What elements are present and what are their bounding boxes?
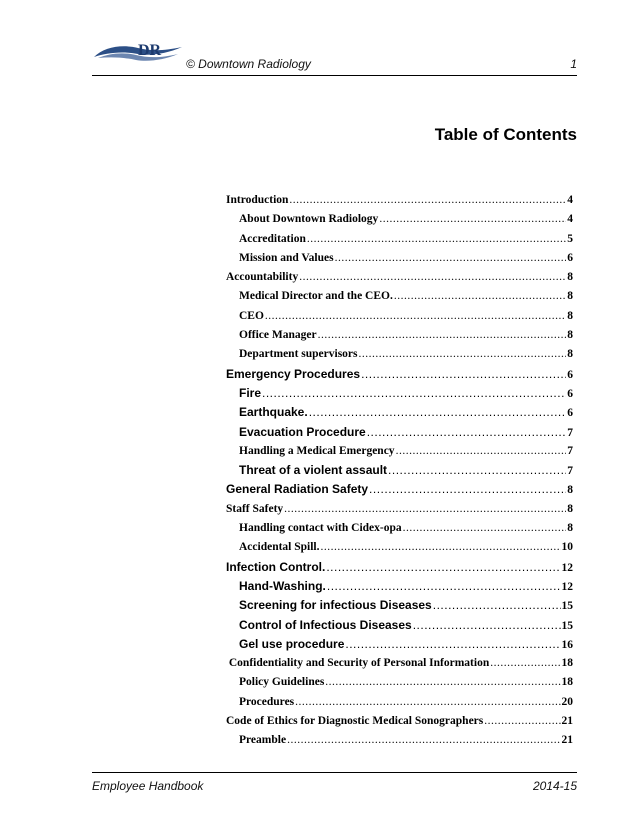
toc-entry-page: 20 (561, 695, 573, 708)
toc-entry[interactable] (226, 635, 573, 654)
toc-dot-leader (325, 673, 560, 692)
toc-entry[interactable] (226, 480, 573, 499)
toc-dot-leader (262, 384, 566, 403)
page-title: Table of Contents (434, 125, 577, 144)
company-logo (92, 38, 184, 70)
toc-entry-label: Gel use procedure (239, 636, 345, 651)
toc-entry-page: 10 (561, 541, 573, 554)
toc-entry-page: 8 (567, 329, 573, 342)
toc-entry-label: About Downtown Radiology (239, 213, 379, 226)
toc-dot-leader (295, 693, 560, 712)
toc-entry-label: Staff Safety (226, 502, 284, 515)
toc-dot-leader (484, 712, 560, 731)
toc-entry[interactable] (226, 673, 573, 692)
toc-entry[interactable] (226, 577, 573, 596)
toc-dot-leader (289, 191, 566, 210)
toc-entry-page: 4 (567, 213, 573, 226)
toc-entry[interactable] (226, 365, 573, 384)
toc-dot-leader (299, 268, 566, 287)
toc-entry-label: CEO (239, 309, 264, 322)
footer-right: 2014-15 (532, 779, 577, 793)
toc-entry-page: 16 (561, 638, 573, 651)
toc-entry-label: Code of Ethics for Diagnostic Medical Sonographers (226, 715, 484, 728)
toc-entry-label: Department supervisors (239, 348, 358, 361)
toc-entry-page: 6 (567, 368, 573, 381)
toc-entry-label: Earthquake. (239, 405, 308, 420)
toc-entry-page: 21 (561, 734, 573, 747)
toc-entry-page: 8 (567, 502, 573, 515)
toc-entry[interactable] (226, 403, 573, 422)
header-company: © Downtown Radiology (186, 57, 311, 71)
toc-entry-page: 8 (567, 484, 573, 497)
toc-entry-page: 12 (561, 561, 573, 574)
toc-entry-page: 8 (567, 309, 573, 322)
header-divider (92, 75, 577, 76)
toc-dot-leader (394, 287, 566, 306)
toc-entry[interactable] (226, 538, 573, 557)
toc-entry[interactable] (226, 616, 573, 635)
toc-entry-page: 4 (567, 194, 573, 206)
toc-dot-leader (265, 307, 566, 326)
toc-entry[interactable] (226, 326, 573, 345)
toc-dot-leader (335, 249, 567, 268)
toc-entry[interactable] (226, 731, 573, 750)
toc-entry[interactable] (226, 519, 573, 538)
toc-entry[interactable] (226, 191, 573, 210)
toc-list (226, 191, 573, 751)
toc-entry-label: Fire (239, 385, 262, 400)
toc-dot-leader (307, 230, 566, 249)
toc-dot-leader (318, 326, 567, 345)
header-page-number: 1 (570, 57, 577, 71)
toc-entry[interactable] (226, 249, 573, 268)
toc-entry-label: Evacuation Procedure (239, 424, 366, 439)
toc-entry-label: Accidental Spill. (239, 541, 320, 554)
toc-entry-label: Accreditation (239, 232, 306, 245)
toc-entry[interactable] (226, 423, 573, 442)
toc-entry[interactable] (226, 596, 573, 615)
toc-entry-label: Preamble (239, 734, 287, 747)
toc-entry-page: 7 (567, 426, 573, 439)
toc-entry-label: Handling contact with Cidex-opa (239, 522, 402, 535)
toc-entry[interactable] (226, 654, 573, 673)
toc-dot-leader (396, 442, 567, 461)
toc-dot-leader (287, 731, 560, 750)
toc-dot-leader (379, 210, 566, 229)
toc-dot-leader (433, 596, 561, 615)
toc-entry[interactable] (226, 307, 573, 326)
toc-entry-page: 21 (561, 715, 573, 728)
toc-entry[interactable] (226, 345, 573, 364)
toc-entry-page: 6 (567, 407, 573, 420)
toc-entry-page: 18 (561, 676, 573, 689)
toc-entry-label: Policy Guidelines (239, 676, 325, 689)
toc-entry[interactable] (226, 210, 573, 229)
toc-entry-page: 8 (567, 290, 573, 303)
toc-dot-leader (403, 519, 567, 538)
footer-left: Employee Handbook (92, 779, 204, 793)
toc-entry-page: 6 (567, 251, 573, 264)
toc-dot-leader (361, 365, 566, 384)
toc-entry-label: Emergency Procedures (226, 366, 361, 381)
toc-entry[interactable] (226, 712, 573, 731)
toc-entry-page: 8 (567, 271, 573, 284)
toc-entry-page: 12 (561, 580, 573, 593)
toc-entry-label: Control of Infectious Diseases (239, 617, 412, 632)
toc-entry-label: Hand-Washing. (239, 578, 326, 593)
toc-dot-leader (321, 538, 561, 557)
toc-entry-label: Handling a Medical Emergency (239, 444, 395, 457)
toc-entry-label: Confidentiality and Security of Personal Information (226, 657, 490, 670)
toc-dot-leader (309, 403, 567, 422)
toc-dot-leader (490, 654, 560, 673)
toc-entry-label: General Radiation Safety (226, 482, 369, 497)
toc-entry-label: Screening for infectious Diseases (239, 598, 432, 613)
toc-entry[interactable] (226, 500, 573, 519)
toc-entry[interactable] (226, 287, 573, 306)
toc-entry-label: Office Manager (239, 329, 317, 342)
toc-entry-label: Accountability (226, 271, 299, 284)
toc-entry[interactable] (226, 558, 573, 577)
toc-entry-page: 18 (561, 657, 573, 670)
toc-entry-page: 8 (567, 522, 573, 535)
toc-entry-page: 7 (567, 444, 573, 457)
toc-dot-leader (369, 480, 566, 499)
toc-entry[interactable] (226, 693, 573, 712)
toc-entry[interactable] (226, 442, 573, 461)
toc-entry-label: Infection Control. (226, 559, 326, 574)
toc-entry-label: Procedures (239, 695, 295, 708)
toc-dot-leader (359, 345, 567, 364)
toc-entry-page: 15 (561, 619, 573, 632)
toc-entry[interactable] (226, 230, 573, 249)
toc-entry[interactable] (226, 268, 573, 287)
toc-entry[interactable] (226, 384, 573, 403)
toc-entry-page: 5 (567, 232, 573, 245)
toc-entry-label: Medical Director and the CEO. (239, 290, 393, 303)
toc-dot-leader (327, 577, 561, 596)
toc-entry-page: 7 (567, 465, 573, 478)
toc-entry[interactable] (226, 461, 573, 480)
toc-entry-page: 8 (567, 348, 573, 361)
toc-entry-label: Introduction (226, 194, 289, 206)
toc-entry-page: 6 (567, 387, 573, 400)
toc-entry-label: Threat of a violent assault (239, 463, 388, 478)
toc-dot-leader (413, 616, 561, 635)
toc-dot-leader (367, 423, 567, 442)
toc-entry-label: Mission and Values (239, 251, 334, 264)
toc-entry-page: 15 (561, 600, 573, 613)
toc-dot-leader (345, 635, 560, 654)
toc-dot-leader (326, 558, 560, 577)
footer-divider (92, 772, 577, 773)
toc-dot-leader (388, 461, 566, 480)
toc-dot-leader (284, 500, 566, 519)
logo-text: DR (138, 42, 162, 59)
